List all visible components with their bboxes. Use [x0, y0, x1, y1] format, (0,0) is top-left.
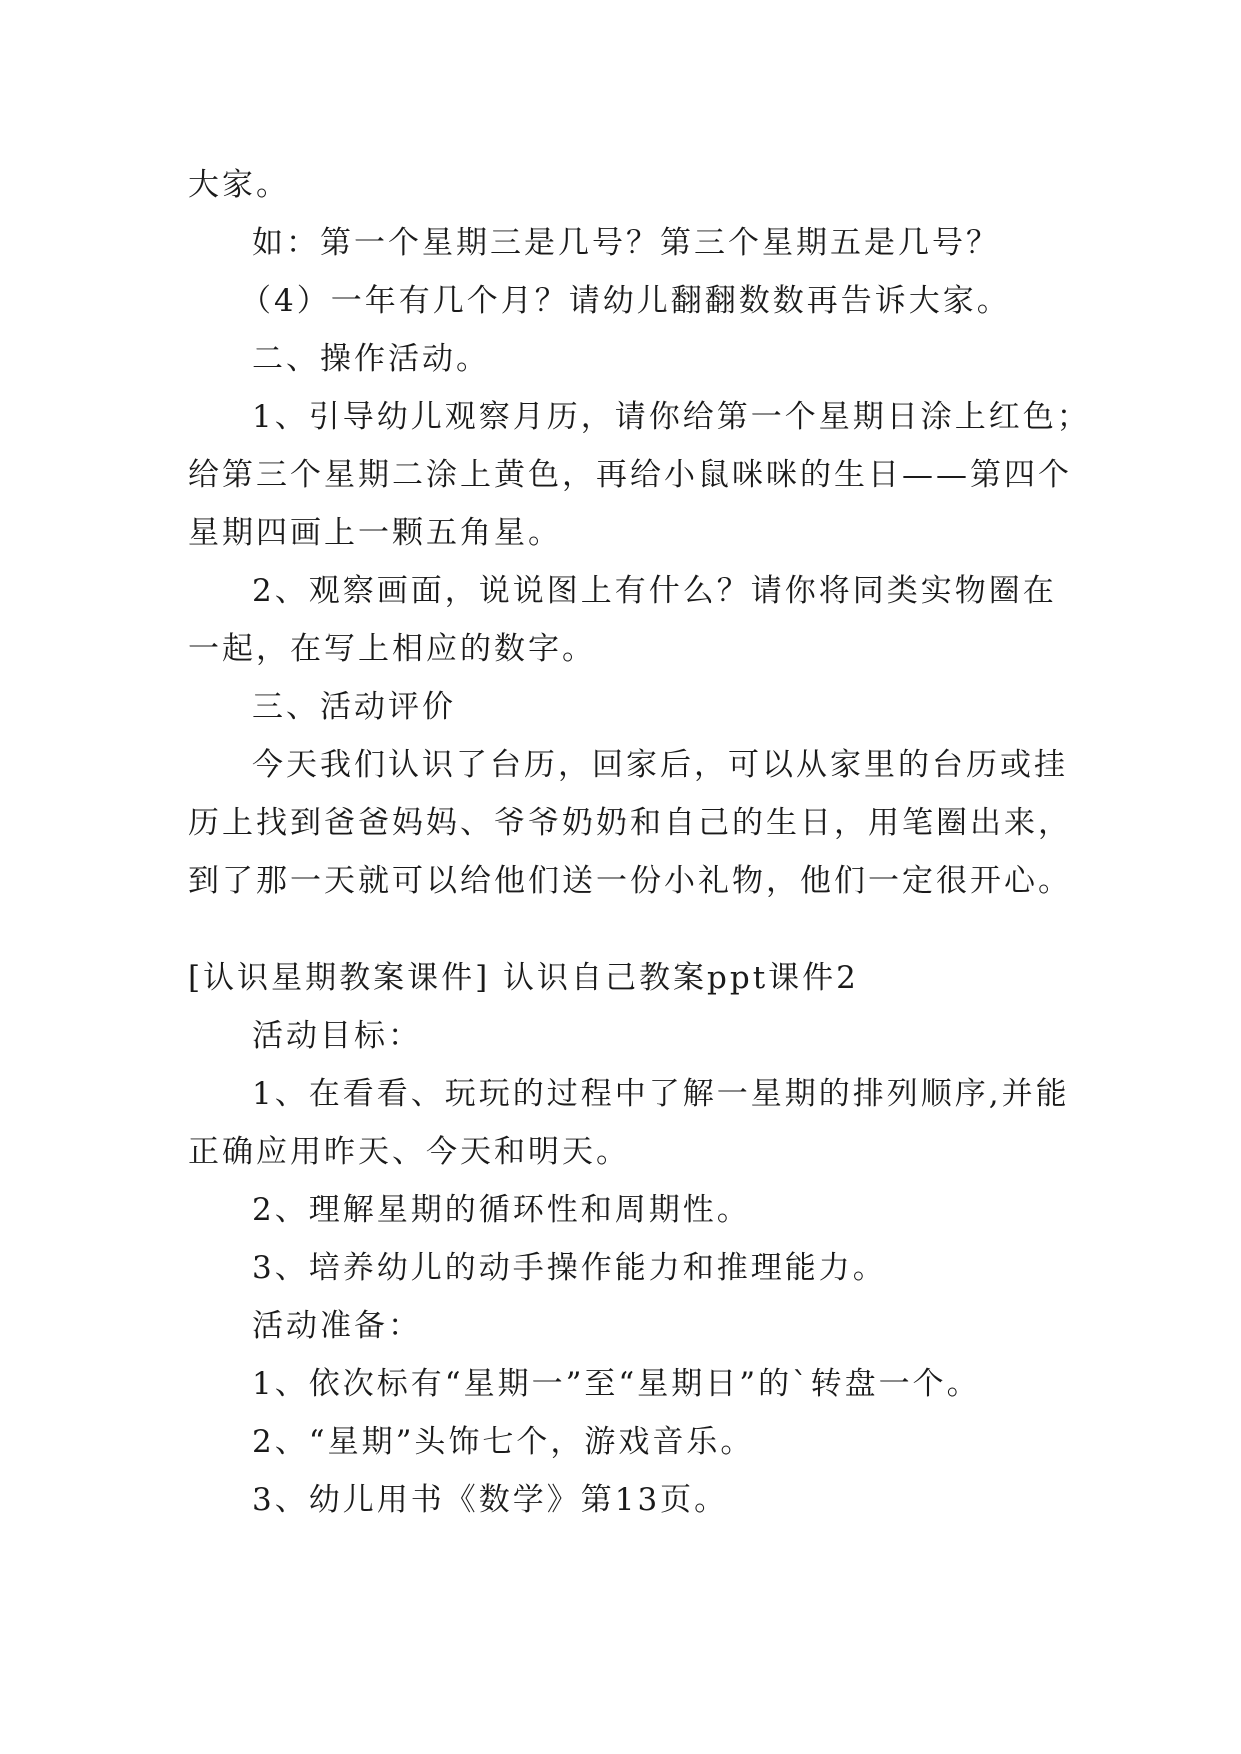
text-line: 1、在看看、玩玩的过程中了解一星期的排列顺序,并能 — [252, 1076, 1070, 1112]
text-line: 2、观察画面，说说图上有什么？请你将同类实物圈在 — [252, 573, 1057, 609]
text-line: 正确应用昨天、今天和明天。 — [188, 1134, 630, 1170]
text-line: 2、“星期”头饰七个，游戏音乐。 — [252, 1424, 755, 1460]
text-line: 如：第一个星期三是几号？第三个星期五是几号？ — [252, 225, 1000, 261]
section-heading: 活动目标： — [252, 1018, 422, 1054]
text-line: 一起，在写上相应的数字。 — [188, 631, 596, 667]
section-heading: 二、操作活动。 — [252, 341, 490, 377]
text-line: 1、依次标有“星期一”至“星期日”的`转盘一个。 — [252, 1366, 981, 1402]
text-line: 给第三个星期二涂上黄色，再给小鼠咪咪的生日——第四个 — [188, 457, 1072, 493]
text-line: 3、培养幼儿的动手操作能力和推理能力。 — [252, 1250, 887, 1286]
text-line: 大家。 — [188, 167, 290, 203]
text-line: 星期四画上一颗五角星。 — [188, 515, 562, 551]
text-line: 到了那一天就可以给他们送一份小礼物，他们一定很开心。 — [188, 863, 1072, 899]
text-line: 1、引导幼儿观察月历，请你给第一个星期日涂上红色； — [252, 399, 1091, 435]
section-heading: 活动准备： — [252, 1308, 422, 1344]
text-line: 2、理解星期的循环性和周期性。 — [252, 1192, 751, 1228]
text-line: 3、幼儿用书《数学》第13页。 — [252, 1482, 729, 1518]
text-line: 今天我们认识了台历，回家后，可以从家里的台历或挂 — [252, 747, 1068, 783]
text-line: （4）一年有几个月？请幼儿翻翻数数再告诉大家。 — [240, 283, 1011, 319]
article-title: [认识星期教案课件] 认识自己教案ppt课件2 — [188, 960, 859, 996]
section-heading: 三、活动评价 — [252, 689, 456, 725]
text-line: 历上找到爸爸妈妈、爷爷奶奶和自己的生日，用笔圈出来， — [188, 805, 1072, 841]
